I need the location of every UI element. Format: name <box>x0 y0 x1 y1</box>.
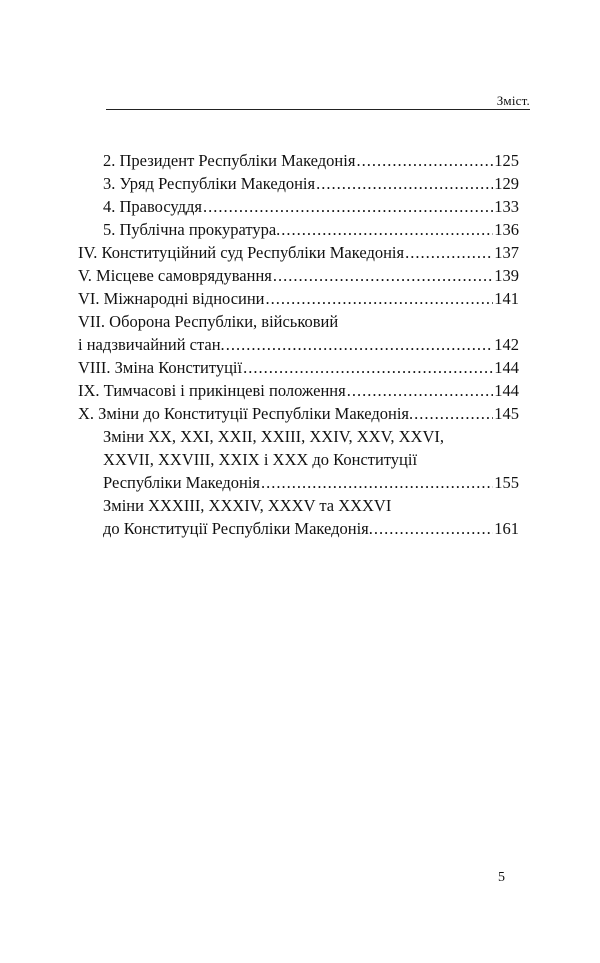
toc-page-number: 144 <box>494 358 519 377</box>
toc-entry <box>78 149 519 172</box>
toc-entry <box>78 402 519 425</box>
toc-page-number: 133 <box>494 197 519 216</box>
toc-entry-line <box>103 471 519 494</box>
toc-entry-title: і надзвичайний стан. <box>78 335 225 354</box>
toc-entry-title: VI. Міжнародні відносини <box>78 289 265 308</box>
toc-page-number: 129 <box>494 174 519 193</box>
toc-entry-line <box>103 218 519 241</box>
table-of-contents <box>78 149 519 540</box>
toc-entry <box>78 264 519 287</box>
toc-page-number: 142 <box>494 335 519 354</box>
toc-page-number: 161 <box>494 519 519 538</box>
toc-entry <box>78 494 519 540</box>
dot-leader <box>226 333 494 356</box>
toc-entry-title: IV. Конституційний суд Республіки Македонія <box>78 243 405 262</box>
dot-leader <box>356 149 493 172</box>
dot-leader <box>281 218 493 241</box>
toc-entry-title: 5. Публічна прокуратура. <box>103 220 281 239</box>
toc-page-number: 141 <box>494 289 519 308</box>
dot-leader <box>266 287 494 310</box>
toc-entry-title-line: XXVII, XXVIII, XXIX і XXX до Конституції <box>103 450 418 469</box>
toc-entry-line <box>78 333 519 356</box>
running-head: Зміст. <box>496 93 530 108</box>
toc-entry-title-line: Зміни XXXIII, XXXIV, XXXV та XXXVI <box>103 496 392 515</box>
page-number: 5 <box>498 870 505 885</box>
toc-entry <box>78 379 519 402</box>
dot-leader <box>405 241 493 264</box>
toc-entry-title: Республіки Македонія <box>103 473 261 492</box>
toc-entry-line <box>78 356 519 379</box>
dot-leader <box>347 379 494 402</box>
toc-entry-line <box>78 287 519 310</box>
toc-entry-line <box>103 195 519 218</box>
dot-leader <box>374 517 493 540</box>
toc-entry-line <box>103 517 519 540</box>
toc-page-number: 139 <box>494 266 519 285</box>
toc-entry <box>78 287 519 310</box>
toc-entry <box>78 195 519 218</box>
toc-page-number: 136 <box>494 220 519 239</box>
toc-entry <box>78 356 519 379</box>
toc-page-number: 155 <box>494 473 519 492</box>
toc-entry-title: IX. Тимчасові і прикінцеві положення <box>78 381 346 400</box>
header-rule <box>106 109 530 110</box>
toc-entry-line <box>78 379 519 402</box>
toc-entry-title: 4. Правосуддя <box>103 197 203 216</box>
toc-entry-line <box>78 241 519 264</box>
toc-entry-line <box>103 172 519 195</box>
toc-entry <box>78 425 519 494</box>
toc-page-number: 137 <box>494 243 519 262</box>
toc-entry-title: V. Місцеве самоврядування <box>78 266 272 285</box>
toc-entry-line <box>78 264 519 287</box>
toc-entry-title: до Конституції Республіки Македонія. <box>103 519 373 538</box>
toc-entry <box>78 218 519 241</box>
toc-entry-title-line: VII. Оборона Республіки, військовий <box>78 312 339 331</box>
toc-entry-title: X. Зміни до Конституції Республіки Македонія. <box>78 404 414 423</box>
dot-leader <box>203 195 493 218</box>
dot-leader <box>243 356 493 379</box>
toc-entry-line <box>78 402 519 425</box>
dot-leader <box>414 402 493 425</box>
dot-leader <box>261 471 493 494</box>
toc-entry-title: 2. Президент Республіки Македонія <box>103 151 356 170</box>
dot-leader <box>273 264 493 287</box>
dot-leader <box>316 172 493 195</box>
toc-entry-line <box>103 149 519 172</box>
toc-entry-title: VIII. Зміна Конституції <box>78 358 243 377</box>
toc-entry-title: 3. Уряд Республіки Македонія <box>103 174 316 193</box>
toc-page-number: 125 <box>494 151 519 170</box>
toc-entry-title-line: Зміни XX, XXI, XXII, XXIII, XXIV, XXV, XXVI, <box>103 427 444 446</box>
toc-page-number: 144 <box>494 381 519 400</box>
toc-page-number: 145 <box>494 404 519 423</box>
toc-entry <box>78 241 519 264</box>
toc-entry <box>78 310 519 356</box>
toc-entry <box>78 172 519 195</box>
